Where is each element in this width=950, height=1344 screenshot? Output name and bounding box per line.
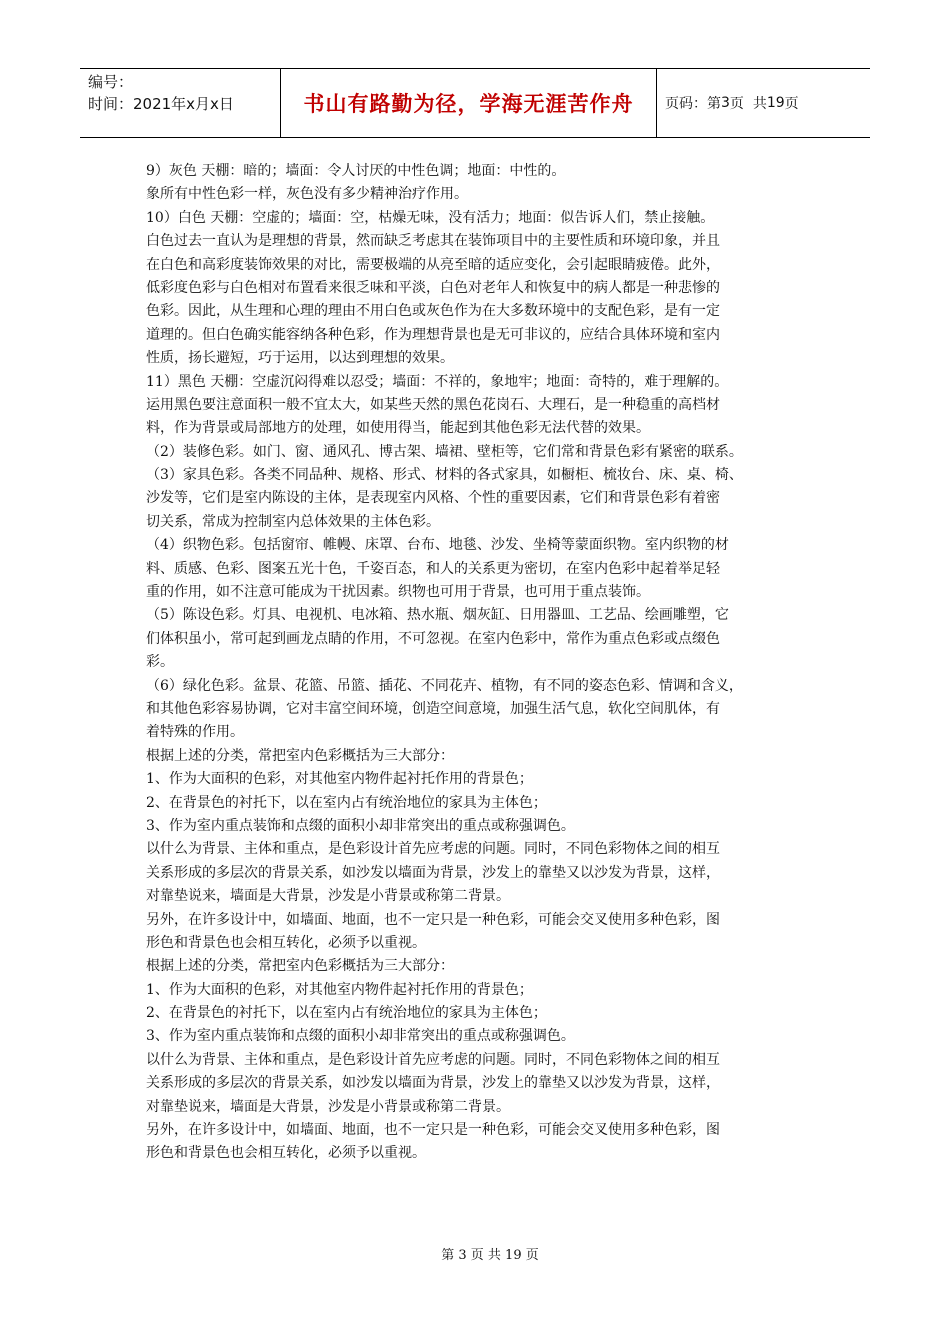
text-line: 料、质感、色彩、图案五光十色，千姿百态，和人的关系更为密切，在室内色彩中起着举足轻 bbox=[146, 560, 720, 577]
text-line: （6）绿化色彩。盆景、花篮、吊篮、插花、不同花卉、植物，有不同的姿态色彩、情调和含义， bbox=[146, 677, 743, 694]
text-line: （2）装修色彩。如门、窗、通风孔、博古架、墙裙、壁柜等，它们常和背景色彩有紧密的联系。 bbox=[146, 443, 743, 460]
text-line: 3、作为室内重点装饰和点缀的面积小却非常突出的重点或称强调色。 bbox=[146, 1028, 575, 1045]
text-line: 1、作为大面积的色彩，对其他室内物件起衬托作用的背景色； bbox=[146, 771, 533, 788]
text-line: 色彩。因此，从生理和心理的理由不用白色或灰色作为在大多数环境中的支配色彩，是有一定 bbox=[146, 303, 720, 320]
text-line: 2、在背景色的衬托下，以在室内占有统治地位的家具为主体色； bbox=[146, 794, 547, 811]
text-line: 切关系，常成为控制室内总体效果的主体色彩。 bbox=[146, 513, 440, 530]
text-line: （5）陈设色彩。灯具、电视机、电冰箱、热水瓶、烟灰缸、日用器皿、工艺品、绘画雕塑，它 bbox=[146, 607, 729, 624]
page-label: 页码：第 bbox=[665, 96, 721, 112]
text-line: 着特殊的作用。 bbox=[146, 724, 244, 741]
serial-label: 编号： bbox=[88, 73, 134, 91]
text-line: 形色和背景色也会相互转化，必须予以重视。 bbox=[146, 1145, 426, 1162]
text-line: 白色过去一直认为是理想的背景，然而缺乏考虑其在装饰项目中的主要性质和环境印象，并且 bbox=[146, 233, 720, 250]
header-meta bbox=[80, 69, 281, 137]
text-line: 们体积虽小，常可起到画龙点睛的作用，不可忽视。在室内色彩中，常作为重点色彩或点缀色 bbox=[146, 630, 720, 647]
text-line: 对靠垫说来，墙面是大背景，沙发是小背景或称第二背景。 bbox=[146, 888, 510, 905]
page-separator: 页 共 bbox=[729, 96, 767, 112]
text-line: 运用黑色要注意面积一般不宜太大，如某些天然的黑色花岗石、大理石，是一种稳重的高档材 bbox=[146, 396, 720, 413]
text-line: （4）织物色彩。包括窗帘、帷幔、床罩、台布、地毯、沙发、坐椅等蒙面织物。室内织物的材 bbox=[146, 537, 729, 554]
text-line: 性质，扬长避短，巧于运用，以达到理想的效果。 bbox=[146, 350, 454, 367]
text-line: 对靠垫说来，墙面是大背景，沙发是小背景或称第二背景。 bbox=[146, 1098, 510, 1115]
header-page-info bbox=[657, 69, 870, 137]
text-line: 和其他色彩容易协调，它对丰富空间环境，创造空间意境，加强生活气息，软化空间肌体，有 bbox=[146, 700, 720, 717]
text-line: 在白色和高彩度装饰效果的对比，需要极端的从亮至暗的适应变化，会引起眼睛疲倦。此外， bbox=[146, 256, 720, 273]
text-line: 2、在背景色的衬托下，以在室内占有统治地位的家具为主体色； bbox=[146, 1005, 547, 1022]
text-line: 沙发等，它们是室内陈设的主体，是表现室内风格、个性的重要因素，它们和背景色彩有着密 bbox=[146, 490, 720, 507]
text-line: 根据上述的分类，常把室内色彩概括为三大部分： bbox=[146, 958, 454, 975]
text-line: 1、作为大面积的色彩，对其他室内物件起衬托作用的背景色； bbox=[146, 981, 533, 998]
text-line: 道理的。但白色确实能容纳各种色彩，作为理想背景也是无可非议的，应结合具体环境和室内 bbox=[146, 326, 720, 343]
text-line: 另外，在许多设计中，如墙面、地面，也不一定只是一种色彩，可能会交叉使用多种色彩，图 bbox=[146, 911, 720, 928]
text-line: 根据上述的分类，常把室内色彩概括为三大部分： bbox=[146, 747, 454, 764]
text-line: 关系形成的多层次的背景关系，如沙发以墙面为背景，沙发上的靠垫又以沙发为背景，这样， bbox=[146, 864, 720, 881]
text-line: 3、作为室内重点装饰和点缀的面积小却非常突出的重点或称强调色。 bbox=[146, 817, 575, 834]
header-motto: 书山有路勤为径，学海无涯苦作舟 bbox=[281, 69, 657, 137]
page-footer: 第 3 页 共 19 页 bbox=[441, 1248, 539, 1263]
text-line: 关系形成的多层次的背景关系，如沙发以墙面为背景，沙发上的靠垫又以沙发为背景，这样， bbox=[146, 1075, 720, 1092]
page-total: 19 bbox=[766, 95, 785, 111]
text-line: 11）黑色 天棚：空虚沉闷得难以忍受；墙面：不祥的，象地牢；地面：奇特的，难于理解的。 bbox=[146, 373, 729, 390]
text-line: 低彩度色彩与白色相对布置看来很乏味和平淡，白色对老年人和恢复中的病人都是一种悲惨的 bbox=[146, 279, 720, 296]
text-line: 料，作为背景或局部地方的处理，如使用得当，能起到其他色彩无法代替的效果。 bbox=[146, 420, 650, 437]
page-header bbox=[80, 68, 870, 138]
text-line: 以什么为背景、主体和重点，是色彩设计首先应考虑的问题。同时，不同色彩物体之间的相互 bbox=[146, 841, 720, 858]
text-line: （3）家具色彩。各类不同品种、规格、形式、材料的各式家具，如橱柜、梳妆台、床、桌、椅、 bbox=[146, 467, 743, 484]
text-line: 彩。 bbox=[146, 654, 174, 671]
document-body bbox=[146, 160, 836, 1166]
text-line: 9）灰色 天棚：暗的；墙面：令人讨厌的中性色调；地面：中性的。 bbox=[146, 163, 566, 179]
text-line: 另外，在许多设计中，如墙面、地面，也不一定只是一种色彩，可能会交叉使用多种色彩，图 bbox=[146, 1122, 720, 1139]
page-suffix: 页 bbox=[784, 96, 799, 112]
text-line: 重的作用，如不注意可能成为干扰因素。织物也可用于背景，也可用于重点装饰。 bbox=[146, 584, 650, 601]
text-line: 象所有中性色彩一样，灰色没有多少精神治疗作用。 bbox=[146, 186, 468, 203]
page-current: 3 bbox=[721, 95, 730, 111]
time-label: 时间：2021年x月x日 bbox=[88, 95, 234, 113]
text-line: 形色和背景色也会相互转化，必须予以重视。 bbox=[146, 934, 426, 951]
text-line: 10）白色 天棚：空虚的；墙面：空，枯燥无味，没有活力；地面：似告诉人们，禁止接触。 bbox=[146, 209, 715, 226]
text-line: 以什么为背景、主体和重点，是色彩设计首先应考虑的问题。同时，不同色彩物体之间的相互 bbox=[146, 1051, 720, 1068]
